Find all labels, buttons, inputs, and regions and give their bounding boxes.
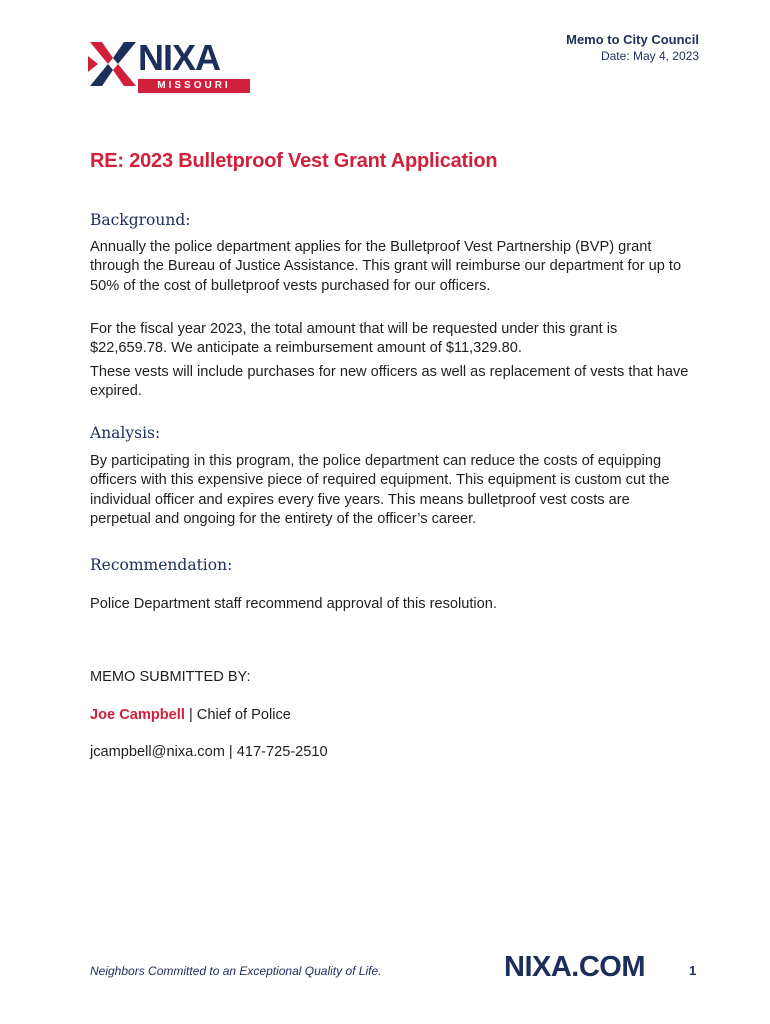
background-paragraph-1: Annually the police department applies for the Bulletproof Vest Partnership (BVP) grant through the Bureau of Justice Assistance. This grant will reimburse our department for up to 50% of the cost of bulletproof vests purchased for our officers.	[90, 239, 682, 294]
signer-name: Joe Campbell	[90, 707, 185, 723]
logo-band: MISSOURI	[138, 79, 250, 93]
footer-tagline: Neighbors Committed to an Exceptional Quality of Life.	[90, 964, 382, 978]
background-paragraph-2: For the fiscal year 2023, the total amount that will be requested under this grant is $22,659.78. We anticipate a reimbursement amount of $11,329.80.	[90, 321, 618, 357]
nixa-logo	[88, 38, 252, 94]
memo-subject: RE: 2023 Bulletproof Vest Grant Application	[90, 150, 498, 172]
submitted-by-label: MEMO SUBMITTED BY:	[90, 669, 251, 685]
analysis-paragraph: By participating in this program, the police department can reduce the costs of equipping officers with this expensive piece of required equipment. This equipment is custom cut the individual officer and expires every five years. This means bulletproof vest costs are perpetual and ongoing for the entirety of the officer’s career.	[90, 453, 670, 528]
nixa-star-logo-icon	[88, 38, 138, 90]
signer-role: | Chief of Police	[184, 707, 291, 723]
memo-date: Date: May 4, 2023	[600, 49, 699, 63]
page-number: 1	[689, 963, 697, 978]
analysis-heading: Analysis:	[90, 424, 161, 442]
background-paragraph-3: These vests will include purchases for new officers as well as replacement of vests that have expired.	[90, 364, 689, 400]
signer-contact: jcampbell@nixa.com | 417-725-2510	[90, 744, 328, 760]
memo-title: Memo to City Council	[566, 32, 699, 47]
footer-website: NIXA.COM	[504, 951, 645, 983]
recommendation-paragraph: Police Department staff recommend approval of this resolution.	[90, 596, 497, 612]
logo-wordmark: NIXA	[138, 37, 221, 78]
background-heading: Background:	[90, 211, 191, 229]
memo-header	[566, 32, 699, 64]
signer-line	[90, 706, 690, 725]
recommendation-heading: Recommendation:	[90, 556, 233, 574]
